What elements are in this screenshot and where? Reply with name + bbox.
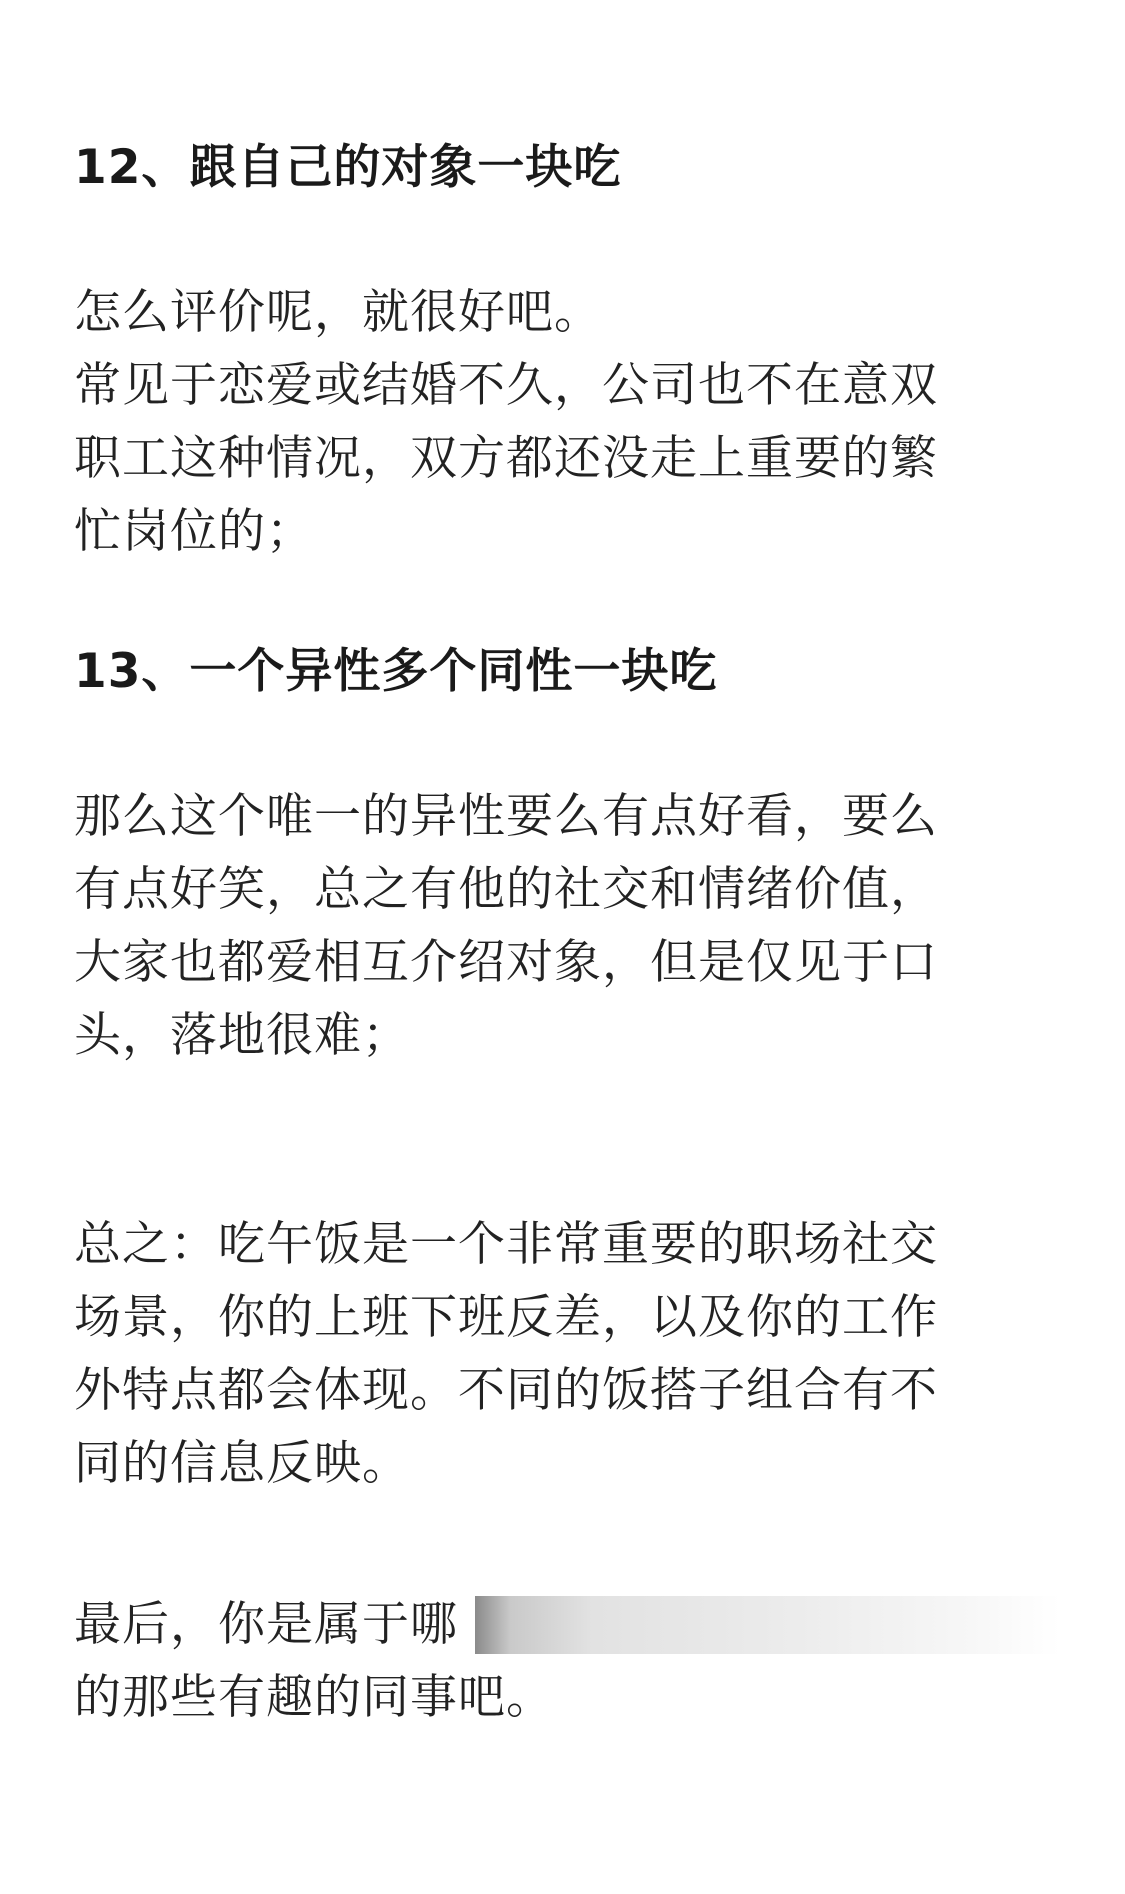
section-12-body — [74, 276, 1034, 568]
section-12-line-3: 职工这种情况，双方都还没走上重要的繁 — [74, 431, 938, 486]
summary-body — [74, 1208, 1034, 1500]
section-13-body — [74, 780, 1034, 1072]
section-12-line-1: 怎么评价呢，就很好吧。 — [74, 285, 602, 340]
closing-line-2: 的那些有趣的同事吧。 — [74, 1670, 554, 1725]
section-13-line-1: 那么这个唯一的异性要么有点好看，要么 — [74, 789, 938, 844]
closing-line-1: 最后，你是属于哪 — [74, 1597, 458, 1652]
summary-line-3: 外特点都会体现。不同的饭搭子组合有不 — [74, 1363, 938, 1418]
summary-line-4: 同的信息反映。 — [74, 1436, 410, 1491]
text-fade-mask — [475, 1596, 1060, 1654]
summary-line-1: 总之：吃午饭是一个非常重要的职场社交 — [74, 1217, 938, 1272]
section-13-line-4: 头，落地很难； — [74, 1008, 410, 1063]
section-13-line-2: 有点好笑，总之有他的社交和情绪价值， — [74, 862, 938, 917]
section-12-line-2: 常见于恋爱或结婚不久，公司也不在意双 — [74, 358, 938, 413]
section-13-line-3: 大家也都爱相互介绍对象，但是仅见于口 — [74, 935, 938, 990]
section-12-heading: 12、跟自己的对象一块吃 — [74, 140, 622, 195]
section-12-line-4: 忙岗位的； — [74, 504, 314, 559]
summary-line-2: 场景，你的上班下班反差，以及你的工作 — [74, 1290, 938, 1345]
section-13-heading: 13、一个异性多个同性一块吃 — [74, 644, 718, 699]
